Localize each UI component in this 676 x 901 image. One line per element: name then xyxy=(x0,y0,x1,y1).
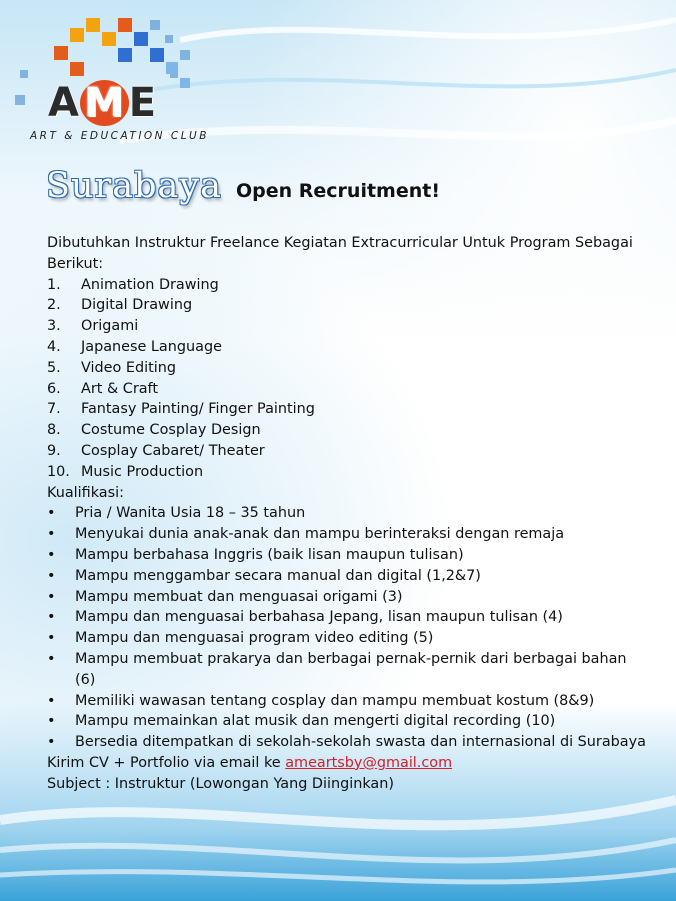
bullet-icon: • xyxy=(47,609,56,626)
bullet-icon: • xyxy=(47,630,56,647)
list-item xyxy=(47,316,647,337)
city-title: Surabaya xyxy=(46,166,223,206)
item-text: Mampu dan menguasai berbahasa Jepang, lisan maupun tulisan (4) xyxy=(75,609,563,626)
recruitment-body xyxy=(47,233,647,795)
list-item xyxy=(47,691,647,712)
item-text: Mampu membuat dan menguasai origami (3) xyxy=(75,588,403,605)
list-item xyxy=(47,337,647,358)
bullet-icon: • xyxy=(47,713,56,730)
item-text: Mampu dan menguasai program video editing (5) xyxy=(75,630,434,647)
item-number: 1. xyxy=(47,276,61,293)
item-text: Mampu menggambar secara manual dan digital (1,2&7) xyxy=(75,567,481,584)
contact-line xyxy=(47,753,647,774)
item-label: Video Editing xyxy=(81,359,177,376)
bullet-icon: • xyxy=(47,650,56,667)
bullet-icon: • xyxy=(47,734,56,751)
list-item xyxy=(47,524,647,545)
item-label: Music Production xyxy=(81,463,204,480)
bullet-icon: • xyxy=(47,546,56,563)
item-number: 2. xyxy=(47,297,61,314)
item-number: 10. xyxy=(47,463,70,480)
item-label: Animation Drawing xyxy=(81,276,219,293)
contact-prefix: Kirim CV + Portfolio via email ke xyxy=(47,754,286,771)
item-text: Pria / Wanita Usia 18 – 35 tahun xyxy=(75,505,306,522)
item-number: 3. xyxy=(47,318,61,335)
intro-text: Dibutuhkan Instruktur Freelance Kegiatan Extracurricular Untuk Program Sebagai Berikut: xyxy=(47,235,633,272)
list-item xyxy=(47,628,647,649)
item-label: Cosplay Cabaret/ Theater xyxy=(81,442,265,459)
logo-subtitle: ART & EDUCATION CLUB xyxy=(30,130,209,142)
item-text: Mampu berbahasa Inggris (baik lisan maupun tulisan) xyxy=(75,546,464,563)
list-item xyxy=(47,607,647,628)
item-label: Fantasy Painting/ Finger Painting xyxy=(81,401,315,418)
item-number: 6. xyxy=(47,380,61,397)
qualification-list xyxy=(47,503,647,753)
item-number: 8. xyxy=(47,422,61,439)
list-item xyxy=(47,358,647,379)
qualifications-heading: Kualifikasi: xyxy=(47,484,124,501)
list-item xyxy=(47,732,647,753)
item-number: 7. xyxy=(47,401,61,418)
item-text: Bersedia ditempatkan di sekolah-sekolah swasta dan internasional di Surabaya xyxy=(75,734,646,751)
list-item xyxy=(47,711,647,732)
bullet-icon: • xyxy=(47,505,56,522)
bullet-icon: • xyxy=(47,692,56,709)
item-number: 4. xyxy=(47,338,61,355)
item-label: Japanese Language xyxy=(81,338,222,355)
email-link[interactable]: ameartsby@gmail.com xyxy=(285,754,453,771)
list-item xyxy=(47,379,647,400)
item-number: 5. xyxy=(47,359,61,376)
logo-wordmark: A M E xyxy=(48,80,158,126)
list-item xyxy=(47,295,647,316)
item-text: Mampu membuat prakarya dan berbagai pernak-pernik dari berbagai bahan (6) xyxy=(75,650,627,688)
item-text: Memiliki wawasan tentang cosplay dan mampu membuat kostum (8&9) xyxy=(75,692,595,709)
list-item xyxy=(47,566,647,587)
item-number: 9. xyxy=(47,442,61,459)
subject-line: Subject : Instruktur (Lowongan Yang Diinginkan) xyxy=(47,775,394,792)
list-item xyxy=(47,649,647,691)
list-item xyxy=(47,441,647,462)
item-text: Menyukai dunia anak-anak dan mampu berinteraksi dengan remaja xyxy=(75,526,565,543)
list-item xyxy=(47,399,647,420)
item-label: Costume Cosplay Design xyxy=(81,422,261,439)
bullet-icon: • xyxy=(47,567,56,584)
item-text: Mampu memainkan alat musik dan mengerti digital recording (10) xyxy=(75,713,556,730)
list-item xyxy=(47,275,647,296)
program-list xyxy=(47,275,647,483)
item-label: Art & Craft xyxy=(81,380,159,397)
bullet-icon: • xyxy=(47,588,56,605)
list-item xyxy=(47,587,647,608)
item-label: Digital Drawing xyxy=(81,297,193,314)
list-item xyxy=(47,420,647,441)
headline: Open Recruitment! xyxy=(236,180,441,202)
bullet-icon: • xyxy=(47,526,56,543)
list-item xyxy=(47,503,647,524)
list-item xyxy=(47,462,647,483)
list-item xyxy=(47,545,647,566)
item-label: Origami xyxy=(81,318,139,335)
